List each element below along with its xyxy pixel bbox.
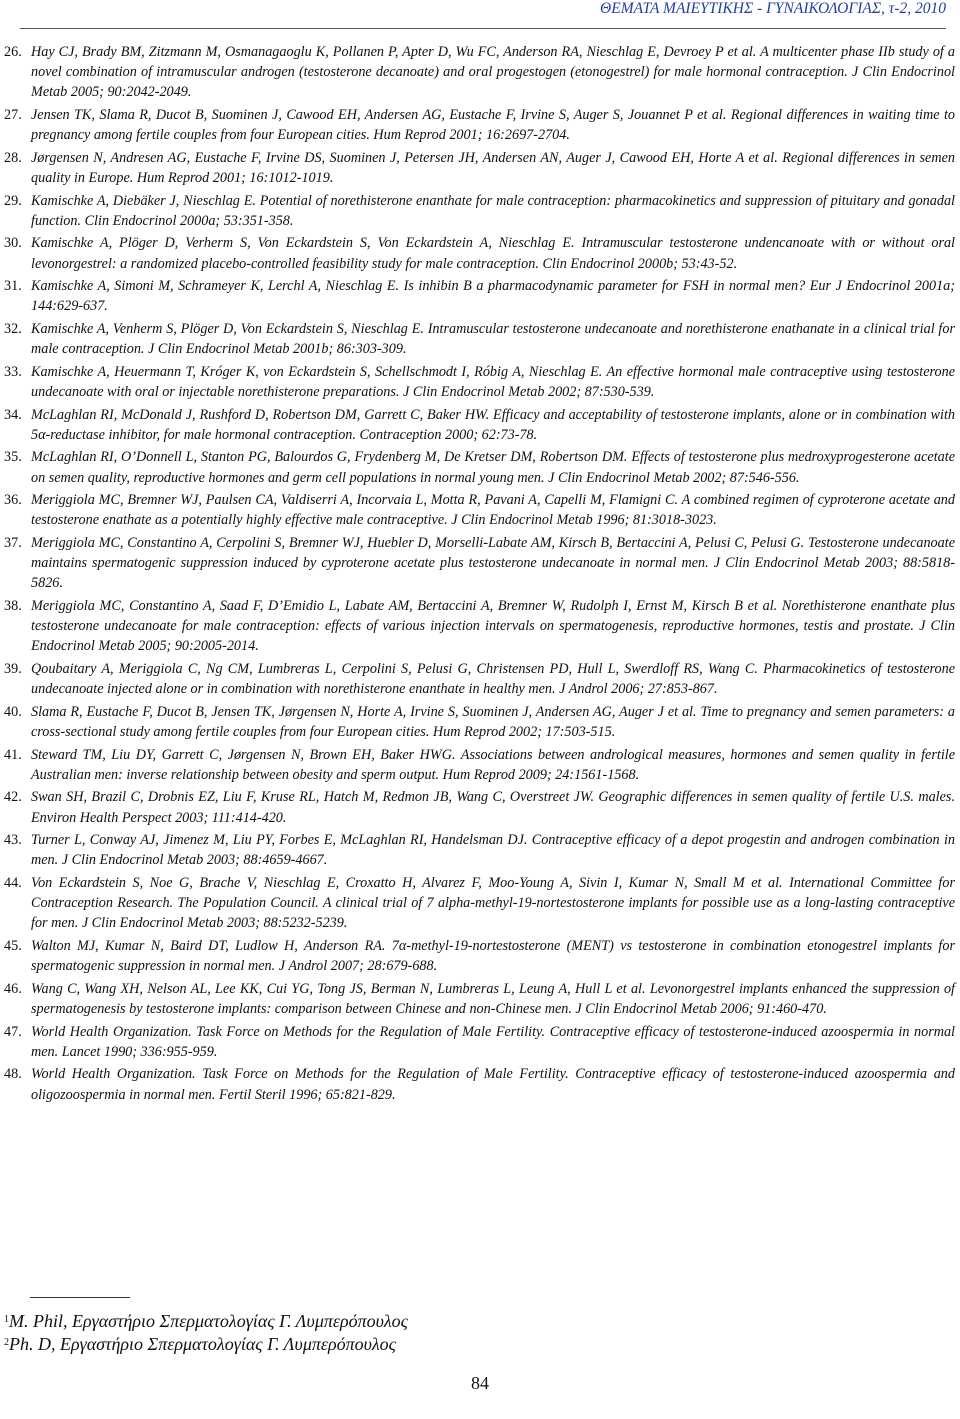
reference-number: 45.	[4, 937, 22, 954]
reference-item	[4, 191, 955, 231]
reference-item	[4, 148, 955, 188]
footnote-mark: 1	[4, 1314, 9, 1325]
footnote-item	[4, 1333, 408, 1356]
reference-number: 35.	[4, 449, 22, 466]
reference-list	[4, 42, 955, 1107]
reference-number: 34.	[4, 406, 22, 423]
reference-number: 43.	[4, 832, 22, 849]
reference-item	[4, 1064, 955, 1104]
reference-text: Kamischke A, Venherm S, Plöger D, Von Eckardstein S, Nieschlag E. Intramuscular testosterone undecanoate and norethisterone enathanate in a clinical trial for male contraception. J Clin Endocrinol Metab 2001b; 86:303-309.	[31, 320, 955, 358]
reference-item	[4, 42, 955, 103]
reference-text: Walton MJ, Kumar N, Baird DT, Ludlow H, Anderson RA. 7α-methyl-19-nortestosterone (MENT) vs testosterone in combination etonogestrel implants for spermatogenic suppression in normal men. J Androl 2007; 28:679-688.	[31, 937, 955, 975]
footnote-item	[4, 1310, 408, 1333]
reference-number: 39.	[4, 660, 22, 677]
reference-number: 44.	[4, 874, 22, 891]
reference-number: 26.	[4, 44, 22, 60]
page-number: 84	[471, 1373, 489, 1393]
reference-text: Kamischke A, Heuermann T, Króger K, von Eckardstein S, Schellschmodt I, Róbig A, Nieschlag E. An effective hormonal male contraceptive using testosterone undecanoate with oral or injectable norethisterone preparations. J Clin Endocrinol Metab 2002; 87:530-539.	[31, 363, 955, 400]
reference-text: McLaghlan RI, O’Donnell L, Stanton PG, Balourdos G, Frydenberg M, De Kretser DM, Robertson DM. Effects of testosterone plus medroxyprogesterone acetate on semen quality, reproductive hormones and germ cell populations in normal young men. J Clin Endocrinol Metab 2002; 87:546-556.	[31, 449, 955, 486]
footnote-text: Ph. D, Εργαστήριο Σπερματολογίας Γ. Λυμπερόπουλος	[9, 1334, 396, 1354]
running-header: ΘΕΜΑΤΑ ΜΑΙΕΥΤΙΚΗΣ - ΓΥΝΑΙΚΟΛΟΓΙΑΣ, τ-2, 2010	[600, 0, 946, 17]
reference-item	[4, 787, 955, 827]
reference-text: McLaghlan RI, McDonald J, Rushford D, Robertson DM, Garrett C, Baker HW. Efficacy and acceptability of testosterone implants, alone or in combination with 5α-reductase inhibitor, for male hormonal contraception. Contraception 2000; 62:73-78.	[31, 406, 955, 443]
reference-number: 40.	[4, 703, 22, 720]
reference-text: Qoubaitary A, Meriggiola C, Ng CM, Lumbreras L, Cerpolini S, Pelusi G, Christensen PD, Hull L, Swerdloff RS, Wang C. Pharmacokinetics of testosterone undecanoate injected alone or in combination with norethisterone enanthate in healthy men. J Androl 2006; 27:853-867.	[31, 660, 955, 698]
reference-number: 36.	[4, 492, 22, 509]
reference-item	[4, 319, 955, 359]
footnote-mark: 2	[4, 1337, 9, 1348]
reference-item	[4, 873, 955, 934]
reference-item	[4, 745, 955, 785]
reference-item	[4, 533, 955, 594]
reference-text: Von Eckardstein S, Noe G, Brache V, Nieschlag E, Croxatto H, Alvarez F, Moo-Young A, Sivin I, Kumar N, Small M et al. International Committee for Contraception Research. The Population Council. A clinical trial of 7 alpha-methyl-19-nortestosterone implants for possible use as a long-lasting contraceptive for men. J Clin Endocrinol Metab 2003; 88:5232-5239.	[31, 874, 955, 932]
reference-number: 42.	[4, 789, 22, 806]
reference-item	[4, 702, 955, 742]
reference-number: 47.	[4, 1023, 22, 1040]
reference-number: 33.	[4, 363, 22, 380]
reference-number: 30.	[4, 235, 22, 252]
reference-item	[4, 362, 955, 402]
reference-number: 29.	[4, 192, 22, 209]
reference-text: Jensen TK, Slama R, Ducot B, Suominen J, Cawood EH, Andersen AG, Eustache F, Irvine S, Auger S, Jouannet P et al. Regional differences in waiting time to pregnancy among fertile couples from four European cities. Hum Reprod 2001; 16:2697-2704.	[31, 107, 955, 144]
reference-number: 38.	[4, 597, 22, 614]
reference-text: Slama R, Eustache F, Ducot B, Jensen TK, Jørgensen N, Horte A, Irvine S, Suominen J, Andersen AG, Auger J et al. Time to pregnancy and semen parameters: a cross-sectional study among fertile couples from four European cities. Hum Reprod 2002; 17:503-515.	[31, 703, 955, 740]
reference-item	[4, 979, 955, 1019]
reference-text: Turner L, Conway AJ, Jimenez M, Liu PY, Forbes E, McLaghlan RI, Handelsman DJ. Contraceptive efficacy of a depot progestin and androgen combination in men. J Clin Endocrinol Metab 2003; 88:4659-4667.	[31, 832, 955, 869]
reference-text: Hay CJ, Brady BM, Zitzmann M, Osmanagaoglu K, Pollanen P, Apter D, Wu FC, Anderson RA, Nieschlag E, Devroey P et al. A multicenter phase IIb study of a novel combination of intramuscular androgen (testosterone decanoate) and oral progestogen (etonogestrel) for male hormonal contraception. J Clin Endocrinol Metab 2005; 90:2042-2049.	[31, 44, 955, 101]
reference-text: World Health Organization. Task Force on Methods for the Regulation of Male Fertility. Contraceptive efficacy of testosterone-induced azoospermia and oligozoospermia in normal men. Fertil Steril 1996; 65:821-829.	[31, 1066, 955, 1103]
reference-number: 48.	[4, 1066, 22, 1083]
reference-item	[4, 490, 955, 530]
footnotes	[4, 1310, 408, 1356]
reference-text: Meriggiola MC, Constantino A, Cerpolini S, Bremner WJ, Huebler D, Morselli-Labate AM, Kirsch B, Bertaccini A, Pelusi C, Pelusi G. Testosterone undecanoate maintains spermatogenic suppression induced by cyproterone acetate plus testosterone undecanoate in normal men. J Clin Endocrinol Metab 2003; 88:5818-5826.	[31, 534, 955, 592]
reference-number: 41.	[4, 746, 22, 763]
reference-number: 32.	[4, 320, 22, 337]
reference-item	[4, 596, 955, 657]
reference-text: Steward TM, Liu DY, Garrett C, Jørgensen N, Brown EH, Baker HWG. Associations between andrological measures, hormones and semen quality in fertile Australian men: inverse relationship between obesity and sperm output. Hum Reprod 2009; 24:1561-1568.	[31, 746, 955, 783]
reference-item	[4, 233, 955, 273]
reference-text: Wang C, Wang XH, Nelson AL, Lee KK, Cui YG, Tong JS, Berman N, Lumbreras L, Leung A, Hull L et al. Levonorgestrel implants enhanced the suppression of spermatogenesis by testosterone implants: comparison between Chinese and non-Chinese men. J Clin Endocrinol Metab 2006; 91:460-470.	[31, 980, 955, 1017]
reference-item	[4, 105, 955, 145]
reference-number: 46.	[4, 980, 22, 997]
reference-item	[4, 830, 955, 870]
reference-text: Meriggiola MC, Constantino A, Saad F, D’Emidio L, Labate AM, Bertaccini A, Bremner W, Rudolph I, Ernst M, Kirsch B et al. Norethisterone enanthate plus testosterone undecanoate for male contraception: effects of various injection intervals on spermatogenesis, reproductive hormones, testis and prostate. J Clin Endocrinol Metab 2005; 90:2005-2014.	[31, 597, 955, 655]
reference-item	[4, 1022, 955, 1062]
reference-item	[4, 447, 955, 487]
footnote-divider	[30, 1297, 130, 1298]
reference-number: 27.	[4, 107, 22, 123]
reference-text: World Health Organization. Task Force on Methods for the Regulation of Male Fertility. Contraceptive efficacy of testosterone-induced azoospermia in normal men. Lancet 1990; 336:955-959.	[31, 1023, 955, 1060]
reference-number: 28.	[4, 149, 22, 166]
header-divider	[20, 28, 946, 29]
reference-number: 37.	[4, 534, 22, 551]
reference-number: 31.	[4, 278, 22, 295]
reference-text: Meriggiola MC, Bremner WJ, Paulsen CA, Valdiserri A, Incorvaia L, Motta R, Pavani A, Capelli M, Flamigni C. A combined regimen of cyproterone acetate and testosterone enathate as a potentially highly effective male contraceptive. J Clin Endocrinol Metab 1996; 81:3018-3023.	[31, 492, 955, 529]
reference-text: Kamischke A, Diebäker J, Nieschlag E. Potential of norethisterone enanthate for male contraception: pharmacokinetics and suppression of pituitary and gonadal function. Clin Endocrinol 2000a; 53:351-358.	[31, 192, 955, 229]
reference-text: Jørgensen N, Andresen AG, Eustache F, Irvine DS, Suominen J, Petersen JH, Andersen AN, Auger J, Cawood EH, Horte A et al. Regional differences in semen quality in Europe. Hum Reprod 2001; 16:1012-1019.	[31, 149, 955, 186]
reference-item	[4, 276, 955, 316]
reference-text: Kamischke A, Simoni M, Schrameyer K, Lerchl A, Nieschlag E. Is inhibin B a pharmacodynamic parameter for FSH in normal men? Eur J Endocrinol 2001a; 144:629-637.	[31, 278, 955, 315]
reference-item	[4, 405, 955, 445]
reference-text: Kamischke A, Plöger D, Verherm S, Von Eckardstein S, Von Eckardstein A, Nieschlag E. Intramuscular testosterone undencanoate with or without oral levonorgestrel: a randomized placebo-controlled feasibility study for male contraception. Clin Endocrinol 2000b; 53:43-52.	[31, 235, 955, 272]
reference-item	[4, 659, 955, 699]
reference-item	[4, 936, 955, 976]
reference-text: Swan SH, Brazil C, Drobnis EZ, Liu F, Kruse RL, Hatch M, Redmon JB, Wang C, Overstreet JW. Geographic differences in semen quality of fertile U.S. males. Environ Health Perspect 2003; 111:414-420.	[31, 789, 955, 826]
footnote-text: M. Phil, Εργαστήριο Σπερματολογίας Γ. Λυμπερόπουλος	[9, 1311, 408, 1331]
